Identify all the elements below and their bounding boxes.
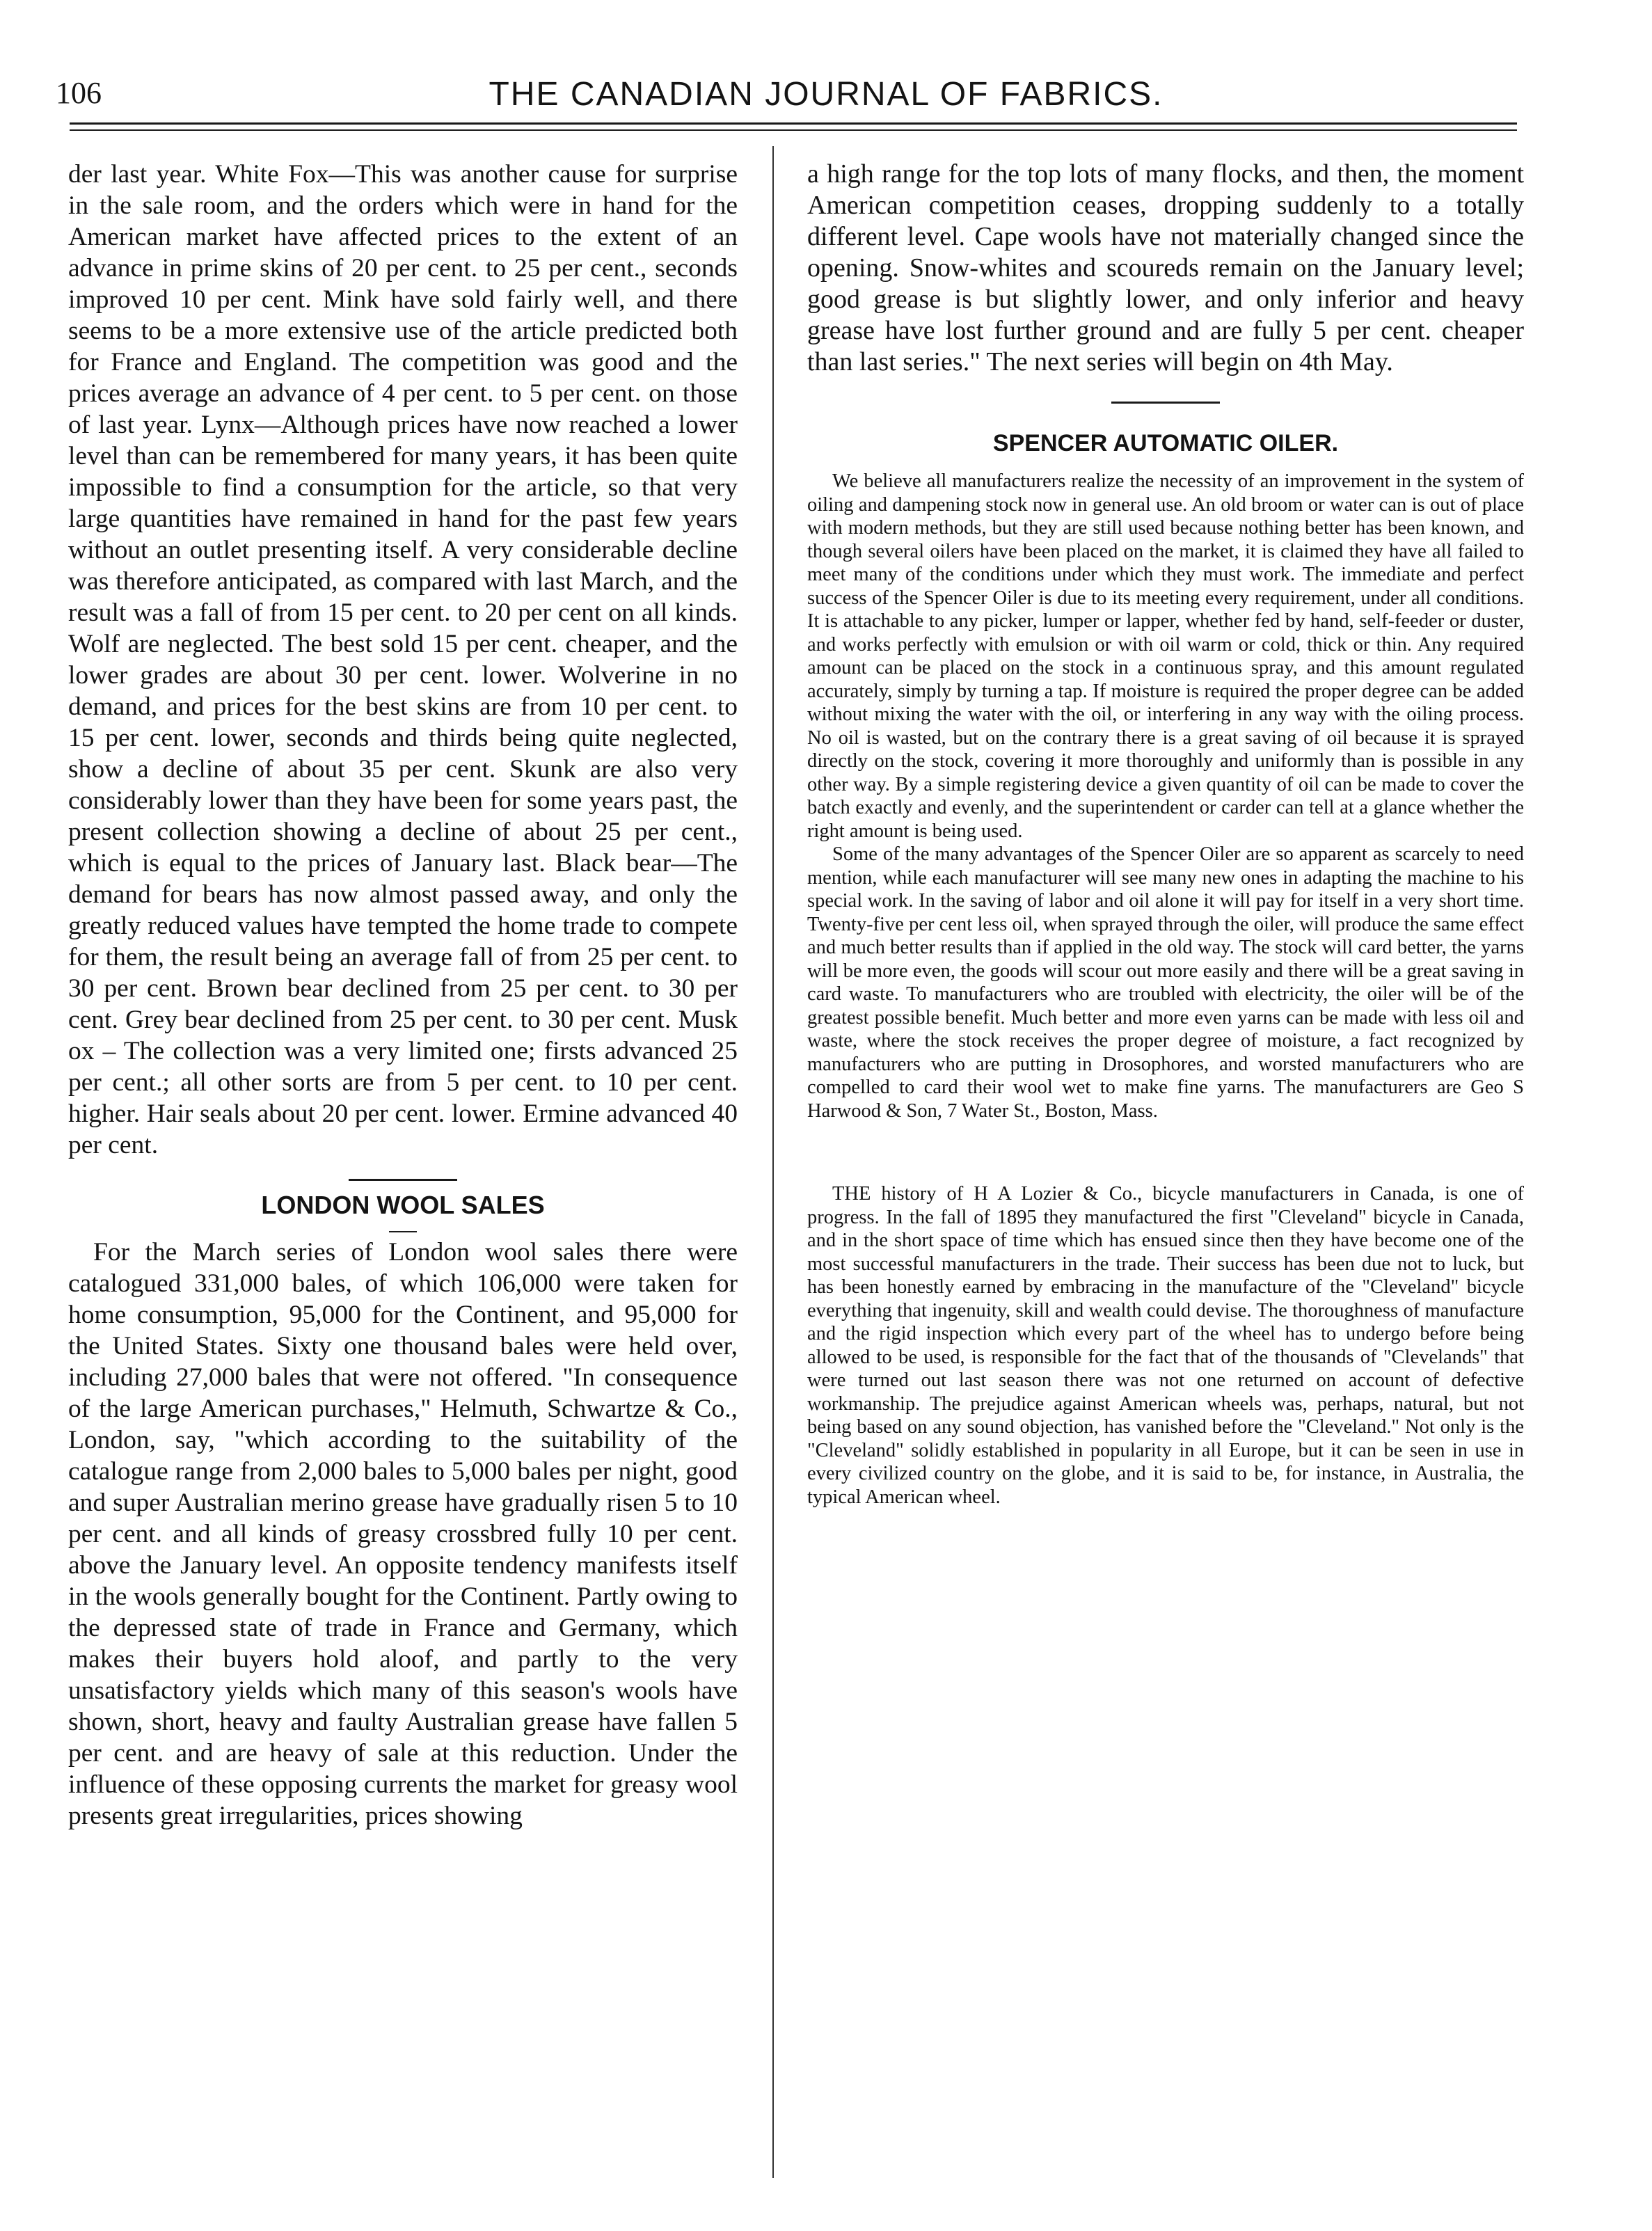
london-wool-sales-heading: LONDON WOOL SALES [261,1191,545,1219]
journal-title: THE CANADIAN JOURNAL OF FABRICS. [489,76,1163,113]
lozier-bicycle-article: THE history of H A Lozier & Co., bicycle manufacturers in Canada, is one of progress. In the fall of 1895 they manufactured the first "Cleveland" bicycle in Canada, and in the short space of time which has ensued since then they have become one of the most successful manufacturers in the trade. Their success has been due not to luck, but has been honestly earned by embracing in the manufacture of the "Cleveland" bicycle everything that ingenuity, skill and wealth could devise. The thoroughness of manufacture and the rigid inspection which every part of the wheel has to undergo before being allowed to be used, is responsible for the fact that of the thousands of "Clevelands" that were turned out last season there was not one returned on account of defective workmanship. The prejudice against American wheels was, perhaps, natural, but not being based on any sound objection, has vanished before the "Cleveland." Not only is the "Cleveland" solidly established in popularity in all Europe, but it can be seen in use in every civilized country on the globe, and it is said to be, for instance, in Australia, the typical American wheel. [807,1183,1524,1508]
fur-market-report: der last year. White Fox—This was another cause for surprise in the sale room, and the orders which were in hand for the American market have affected prices to the extent of an advance in prime skins of 20 per cent. to 25 per cent., seconds improved 10 per cent. Mink have sold fairly well, and there seems to be a more extensive use of the article predicted both for France and England. The competition was good and the prices average an advance of 4 per cent. to 5 per cent. on those of last year. Lynx—Although prices have now reached a lower level than can be remembered for many years, it has been quite impossible to find a consumption for the article, so that very large quantities have remained in hand for the past few years without an outlet presenting itself. A very considerable decline was therefore anticipated, as compared with last March, and the result was a fall of from 15 per cent. to 20 per cent on all kinds. Wolf are neglected. The best sold 15 per cent. cheaper, and the lower grades are about 30 per cent. lower. Wolverine in no demand, and prices for the best skins are from 10 per cent. to 15 per cent. lower, seconds and thirds being quite neglected, show a decline of about 35 per cent. Skunk are also very considerably lower than they have been for some years past, the present collection showing a decline of about 25 per cent., which is equal to the prices of January last. Black bear—The demand for bears has now almost passed away, and only the greatly reduced values have tempted the home trade to compete for them, the result being an average fall of from 25 per cent. to 30 per cent. Brown bear declined from 25 per cent. to 30 per cent. Grey bear declined from 25 per cent. to 30 per cent. Musk ox – The collection was a very limited one; firsts advanced 25 per cent.; all other sorts are from 5 per cent. to 10 per cent. higher. Hair seals about 20 per cent. lower. Ermine advanced 40 per cent. [68,160,738,1159]
header-rule-thin [70,129,1517,131]
right-column [807,159,1524,1509]
left-column [68,159,738,1832]
london-wool-sales-text: For the March series of London wool sales there were catalogued 331,000 bales, of which 106,000 were taken for home consumption, 95,000 for the Continent, and 95,000 for the United States. Sixty one thousand bales were held over, including 27,000 bales that were not offered. "In consequence of the large American purchases," Helmuth, Schwartze & Co., London, say, "which according to the suitability of the catalogue range from 2,000 bales to 5,000 bales per night, good and super Australian merino grease have gradually risen 5 to 10 per cent. and all kinds of greasy crossbred fully 10 per cent. above the January level. An opposite tendency manifests itself in the wools generally bought for the Continent. Partly owing to the depressed state of trade in France and Germany, which makes their buyers hold aloof, and partly to the very unsatisfactory yields which many of this season's wools have shown, short, heavy and faulty Australian grease have fallen 5 per cent. and are heavy of sale at this reduction. Under the influence of these opposing currents the market for greasy wool presents great irregularities, prices showing [68,1238,738,1830]
section-divider [1111,402,1220,404]
spencer-oiler-heading: SPENCER AUTOMATIC OILER. [992,430,1339,456]
page-number: 106 [56,76,102,110]
section-divider [349,1179,457,1181]
heading-rule-small [389,1231,417,1232]
header-rule [70,122,1517,125]
spencer-oiler-paragraph-1: We believe all manufacturers realize the necessity of an improvement in the system of oiling and dampening stock now in general use. An old broom or water can is out of place with modern methods, but they are still used because nothing better has been known, and though several oilers have been placed on the market, it is claimed they have all failed to meet many of the conditions under which they must work. The immediate and perfect success of the Spencer Oiler is due to its meeting every requirement, under all conditions. It is attachable to any picker, lumper or lapper, whether fed by hand, self-feeder or duster, and works perfectly with emulsion or with oil warm or cold, thick or thin. Any required amount can be placed on the stock in a continuous spray, and this amount regulated accurately, simply by turning a tap. If moisture is required the proper degree can be added without mixing the water with the oil, or interfering in any way with the oiling process. No oil is wasted, but on the contrary there is a great saving of oil because it is sprayed directly on the stock, covering it more thoroughly and uniformly than is possible in any other way. By a simple registering device a given quantity of oil can be made to cover the batch exactly and evenly, and the superintendent or carder can tell at a glance whether the right amount is being used. [807,470,1524,842]
spencer-oiler-paragraph-2: Some of the many advantages of the Spencer Oiler are so apparent as scarcely to need mention, while each manufacturer will see many new ones in adapting the machine to his special work. In the saving of labor and oil alone it will pay for itself in a very short time. Twenty-five per cent less oil, when sprayed through the oiler, will produce the same effect and much better results than if applied in the old way. The stock will card better, the yarns will be more even, the goods will scour out more easily and there will be a great saving in card waste. To manufacturers who are troubled with electricity, the oiler will be of the greatest possible benefit. Much better and more even yarns can be made with less oil and waste, where the stock receives the proper degree of moisture, a fact recognized by manufacturers who are putting in Drosophores, and worsted manufacturers who are compelled to card their wool wet to make fine yarns. The manufacturers are Geo S Harwood & Son, 7 Water St., Boston, Mass. [807,843,1524,1122]
column-divider [772,146,774,2178]
london-wool-sales-continued: a high range for the top lots of many flocks, and then, the moment American competition ceases, dropping suddenly to a totally different level. Cape wools have not materially changed since the opening. Snow-whites and scoureds remain on the January level; good grease is but slightly lower, and only inferior and heavy grease have lost further ground and are fully 5 per cent. cheaper than last series." The next series will begin on 4th May. [807,159,1524,376]
